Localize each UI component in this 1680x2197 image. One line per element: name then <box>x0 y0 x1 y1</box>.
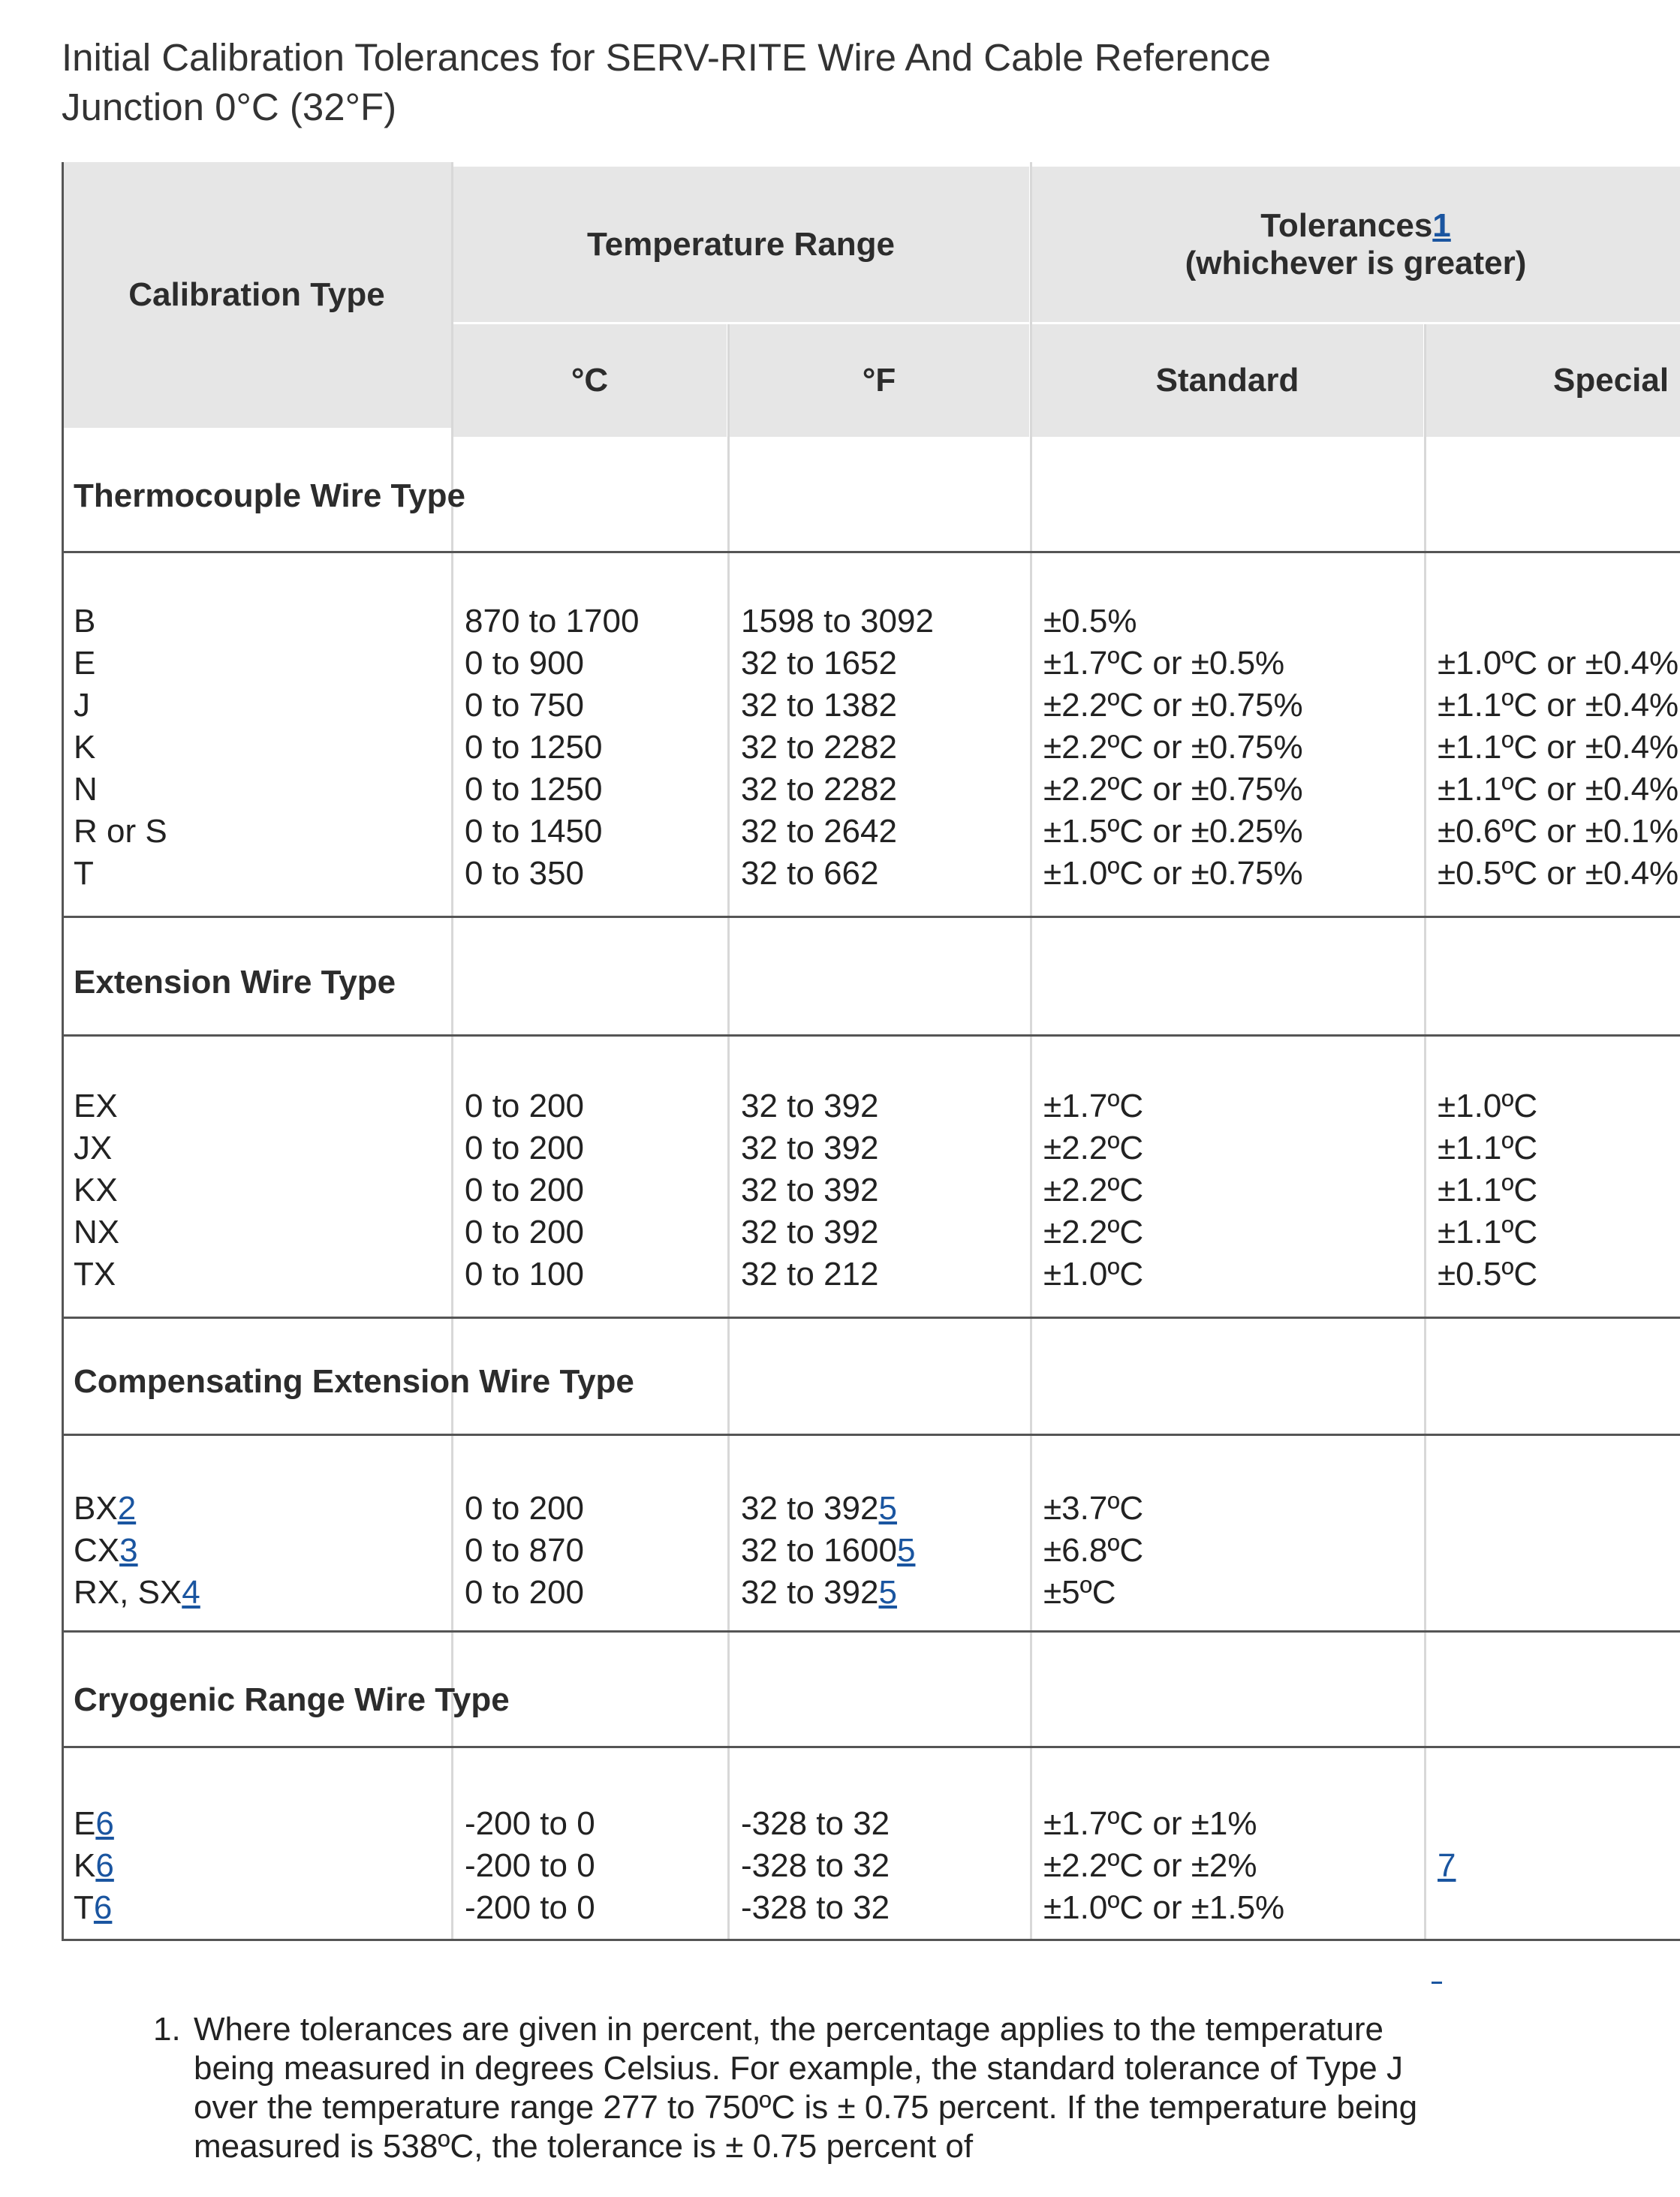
table-cell-standard: ±1.7ºC or ±0.5% <box>1043 645 1285 682</box>
table-cell-standard: ±3.7ºC <box>1043 1490 1144 1527</box>
table-cell-fahrenheit-text: 32 to 392 <box>741 1574 879 1611</box>
table-cell-type: K <box>74 729 96 766</box>
table-cell-celsius: -200 to 0 <box>465 1847 595 1884</box>
table-cell-fahrenheit: -328 to 32 <box>741 1847 890 1884</box>
table-cell-special: ±1.1ºC or ±0.4% <box>1438 771 1679 808</box>
section-thermocouple-special-column <box>1438 600 1678 895</box>
table-cell-fahrenheit <box>741 1488 915 1530</box>
table-cell-fahrenheit <box>741 1572 915 1614</box>
table-cell-celsius: -200 to 0 <box>465 1889 595 1926</box>
table-cell-fahrenheit: 32 to 392 <box>741 1088 879 1124</box>
table-cell-fahrenheit: 32 to 2282 <box>741 771 897 808</box>
header-standard <box>1031 324 1423 437</box>
section-title-cryogenic: Cryogenic Range Wire Type <box>74 1681 510 1718</box>
table-cell-standard: ±6.8ºC <box>1043 1532 1144 1569</box>
table-cell-type-text: RX, SX <box>74 1574 182 1611</box>
header-fahrenheit-label: °F <box>862 362 896 399</box>
table-cell-type-text: BX <box>74 1490 118 1527</box>
table-cell-special <box>1438 600 1678 643</box>
table-cell-celsius: 0 to 350 <box>465 855 585 892</box>
table-cell-standard: ±1.0ºC or ±1.5% <box>1043 1889 1285 1926</box>
table-cell-fahrenheit: -328 to 32 <box>741 1805 890 1842</box>
table-cell-type-text: E <box>74 1805 96 1842</box>
table-cell-special: ±1.1ºC or ±0.4% <box>1438 729 1679 766</box>
row-divider <box>62 1034 1680 1037</box>
section-compensating-celsius-column <box>465 1488 584 1614</box>
table-cell-standard: ±1.7ºC <box>1043 1088 1144 1124</box>
table-cell-celsius: 0 to 1250 <box>465 729 603 766</box>
row-divider <box>62 551 1680 553</box>
section-title-thermocouple: Thermocouple Wire Type <box>74 477 465 514</box>
section-title-extension: Extension Wire Type <box>74 964 396 1001</box>
header-tolerances-title <box>1260 207 1451 245</box>
section-cryogenic-standard-column <box>1043 1803 1284 1929</box>
section-extension-fahrenheit-column <box>741 1085 879 1296</box>
table-cell-fahrenheit-text: 32 to 392 <box>741 1490 879 1527</box>
calibration-tolerance-table <box>62 162 1680 1941</box>
column-divider-special <box>1424 324 1426 1941</box>
section-compensating-standard-column <box>1043 1488 1143 1614</box>
table-cell-fahrenheit: -328 to 32 <box>741 1889 890 1926</box>
table-left-border <box>62 162 64 1941</box>
table-cell-fahrenheit: 32 to 1652 <box>741 645 897 682</box>
table-cell-standard: ±1.0ºC <box>1043 1256 1144 1293</box>
footnote-link-6[interactable]: 6 <box>93 1889 113 1926</box>
row-divider <box>62 1746 1680 1748</box>
section-cryogenic-special-column <box>1438 1845 1456 1887</box>
footnote-link-4[interactable]: 4 <box>182 1574 200 1611</box>
table-cell-standard: ±1.0ºC or ±0.75% <box>1043 855 1303 892</box>
section-extension-celsius-column <box>465 1085 584 1296</box>
column-divider-fahrenheit <box>727 324 730 1941</box>
page-title: Initial Calibration Tolerances for SERV-RITE Wire And Cable Reference Junction 0°C (32°F) <box>62 36 1272 128</box>
table-cell-type: N <box>74 771 98 808</box>
table-cell-type: NX <box>74 1214 120 1250</box>
table-cell-special: ±1.0ºC or ±0.4% <box>1438 645 1679 682</box>
table-cell-special: ±0.5ºC or ±0.4% <box>1438 855 1679 892</box>
table-cell-standard: ±2.2ºC or ±2% <box>1043 1847 1257 1884</box>
table-cell-type <box>74 1530 200 1572</box>
section-cryogenic-fahrenheit-column <box>741 1803 890 1929</box>
table-cell-type <box>74 1845 114 1887</box>
row-divider <box>62 1630 1680 1633</box>
section-compensating-type-column <box>74 1488 200 1614</box>
table-bottom-border <box>62 1939 1680 1941</box>
footnote-link-1[interactable]: 1 <box>1432 206 1451 244</box>
table-cell-fahrenheit: 1598 to 3092 <box>741 603 934 640</box>
table-cell-type <box>74 1887 114 1929</box>
row-divider <box>62 1317 1680 1319</box>
table-cell-celsius: 0 to 200 <box>465 1172 585 1208</box>
table-cell-type: KX <box>74 1172 118 1208</box>
table-cell-type-text: K <box>74 1847 96 1884</box>
table-cell-fahrenheit: 32 to 392 <box>741 1172 879 1208</box>
table-cell-type <box>74 1488 200 1530</box>
footnote-link-5[interactable]: 5 <box>878 1490 897 1527</box>
table-cell-fahrenheit: 32 to 392 <box>741 1214 879 1250</box>
table-cell-special: ±1.1ºC <box>1438 1172 1538 1208</box>
table-cell-type: R or S <box>74 813 167 850</box>
table-cell-celsius: 0 to 200 <box>465 1574 585 1611</box>
header-tolerances-label: Tolerances <box>1260 206 1433 244</box>
table-cell-type <box>74 1572 200 1614</box>
table-cell-celsius: 0 to 1250 <box>465 771 603 808</box>
header-tolerances <box>1031 167 1680 322</box>
header-celsius-label: °C <box>571 362 609 399</box>
table-cell-fahrenheit: 32 to 392 <box>741 1130 879 1166</box>
header-fahrenheit <box>729 324 1029 437</box>
footnotes-list <box>153 2010 1470 2166</box>
footnote-link-5[interactable]: 5 <box>878 1574 897 1611</box>
table-cell-type: T <box>74 855 94 892</box>
table-cell-celsius: 0 to 200 <box>465 1088 585 1124</box>
table-cell-standard: ±2.2ºC <box>1043 1172 1144 1208</box>
section-extension-type-column <box>74 1085 119 1296</box>
table-cell-type-text: CX <box>74 1532 120 1569</box>
section-cryogenic-type-column <box>74 1803 114 1929</box>
table-cell-standard: ±2.2ºC or ±0.75% <box>1043 771 1303 808</box>
table-cell-type: J <box>74 687 90 724</box>
header-special <box>1426 324 1680 437</box>
table-cell-type: JX <box>74 1130 113 1166</box>
footnote-link-7[interactable]: 7 <box>1438 1847 1456 1884</box>
column-divider-celsius <box>451 162 453 1941</box>
table-cell-standard: ±2.2ºC <box>1043 1130 1144 1166</box>
table-cell-fahrenheit <box>741 1530 915 1572</box>
section-compensating-fahrenheit-column <box>741 1488 915 1614</box>
footnote-link-5[interactable]: 5 <box>896 1532 916 1569</box>
table-cell-standard: ±2.2ºC or ±0.75% <box>1043 687 1303 724</box>
table-cell-celsius: 0 to 870 <box>465 1532 585 1569</box>
table-cell-special: ±1.1ºC <box>1438 1214 1538 1250</box>
table-cell-special: ±1.1ºC <box>1438 1130 1538 1166</box>
footnote-text: Where tolerances are given in percent, the percentage applies to the temperature being measured in degrees Celsius. For example, the standard tolerance of Type J over the temperature range 277 to 750ºC is ± 0.75 percent. If the temperature being measured is 538ºC, the tolerance is ± 0.75 percent of <box>194 2011 1418 2165</box>
table-cell-special: ±0.5ºC <box>1438 1256 1538 1293</box>
section-thermocouple-celsius-column <box>465 600 639 895</box>
section-thermocouple-type-column <box>74 600 167 895</box>
table-cell-standard: ±1.5ºC or ±0.25% <box>1043 813 1303 850</box>
table-cell-celsius: 870 to 1700 <box>465 603 640 640</box>
table-cell-celsius: 0 to 750 <box>465 687 585 724</box>
table-cell-standard: ±5ºC <box>1043 1574 1116 1611</box>
section-thermocouple-fahrenheit-column <box>741 600 934 895</box>
table-cell-celsius: 0 to 1450 <box>465 813 603 850</box>
table-cell-type: EX <box>74 1088 118 1124</box>
header-standard-label: Standard <box>1155 362 1299 399</box>
table-cell-type: TX <box>74 1256 116 1293</box>
table-cell-celsius: 0 to 200 <box>465 1130 585 1166</box>
table-cell-special: ±1.1ºC or ±0.4% <box>1438 687 1679 724</box>
header-calibration-type-label: Calibration Type <box>128 276 385 313</box>
table-cell-celsius: 0 to 900 <box>465 645 585 682</box>
section-thermocouple-standard-column <box>1043 600 1303 895</box>
table-cell-fahrenheit: 32 to 662 <box>741 855 879 892</box>
section-extension-standard-column <box>1043 1085 1143 1296</box>
footnote-link-6[interactable]: 6 <box>95 1805 114 1842</box>
table-cell-celsius: 0 to 200 <box>465 1490 585 1527</box>
table-cell-fahrenheit-text: 32 to 1600 <box>741 1532 897 1569</box>
header-temperature-range-label: Temperature Range <box>587 225 895 263</box>
header-special-label: Special <box>1553 362 1669 399</box>
link-underline-fragment <box>1432 1982 1442 1984</box>
row-divider <box>62 1434 1680 1436</box>
table-cell-standard: ±1.7ºC or ±1% <box>1043 1805 1257 1842</box>
header-temperature-range <box>453 167 1029 322</box>
header-calibration-type <box>62 162 452 428</box>
table-cell-fahrenheit: 32 to 2282 <box>741 729 897 766</box>
header-celsius <box>453 324 727 437</box>
table-cell-fahrenheit: 32 to 1382 <box>741 687 897 724</box>
section-title-compensating: Compensating Extension Wire Type <box>74 1363 634 1400</box>
table-cell-celsius: -200 to 0 <box>465 1805 595 1842</box>
table-cell-fahrenheit: 32 to 2642 <box>741 813 897 850</box>
header-tolerances-note: (whichever is greater) <box>1185 244 1527 281</box>
footnote-link-2[interactable]: 2 <box>117 1490 137 1527</box>
table-cell-celsius: 0 to 200 <box>465 1214 585 1250</box>
section-extension-special-column <box>1438 1085 1537 1296</box>
footnote-item <box>153 2010 1470 2166</box>
column-divider-standard <box>1030 162 1032 1941</box>
table-cell-special: ±1.0ºC <box>1438 1088 1538 1124</box>
table-cell-special: ±0.6ºC or ±0.1% <box>1438 813 1679 850</box>
footnote-link-6[interactable]: 6 <box>95 1847 114 1884</box>
table-cell-standard: ±2.2ºC or ±0.75% <box>1043 729 1303 766</box>
section-cryogenic-celsius-column <box>465 1803 595 1929</box>
table-cell-fahrenheit: 32 to 212 <box>741 1256 879 1293</box>
table-cell-celsius: 0 to 100 <box>465 1256 585 1293</box>
table-cell-type-text: T <box>74 1889 94 1926</box>
table-cell-type <box>74 1803 114 1845</box>
footnote-number: 1. <box>153 2011 181 2048</box>
table-cell-type: B <box>74 603 96 640</box>
table-cell-type: E <box>74 645 96 682</box>
table-cell-standard: ±2.2ºC <box>1043 1214 1144 1250</box>
footnote-link-3[interactable]: 3 <box>119 1532 138 1569</box>
table-cell-standard: ±0.5% <box>1043 603 1137 640</box>
row-divider <box>62 916 1680 918</box>
